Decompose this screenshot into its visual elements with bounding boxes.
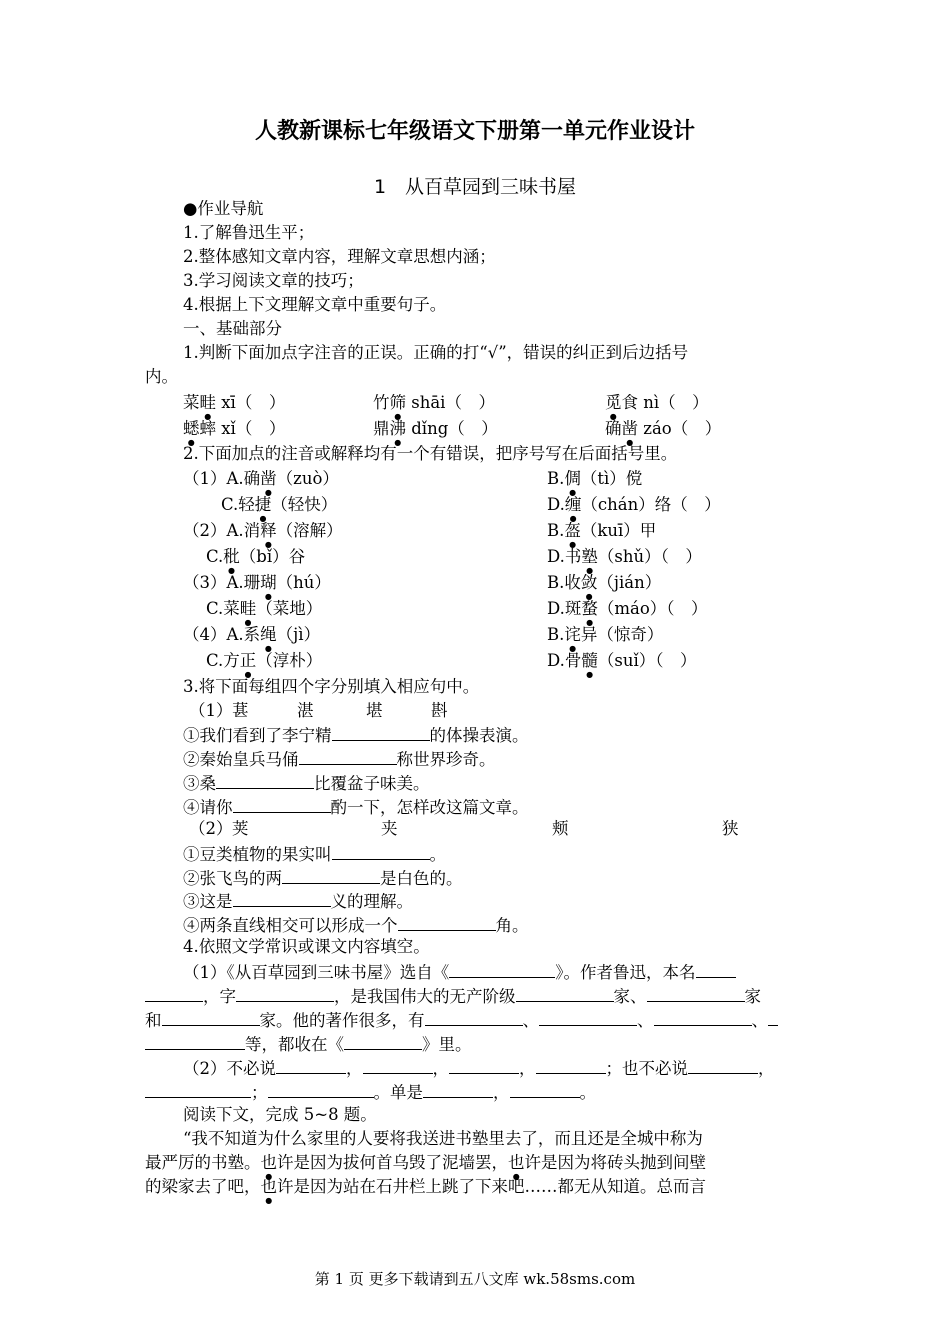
q2-2-option-b: B.盔（kuī）甲	[547, 521, 657, 540]
q2-2-option-c: C.秕（bǐ）谷	[206, 547, 306, 566]
q3-1-item-4: ④请你 酌一下，怎样改这篇文章。	[183, 795, 529, 819]
q2-4-option-b: B.诧异（惊奇）	[547, 625, 664, 644]
q1-row-1-item-1: 菜畦 xī（ ）	[183, 393, 286, 412]
q1-row-2-item-3: 确凿 záo（ ）	[605, 419, 722, 438]
q3-2-item-2: ②张飞鸟的两 是白色的。	[183, 866, 463, 890]
passage-line-1: “我不知道为什么家里的人要将我送进书塾里去了，而且还是全城中称为	[183, 1129, 703, 1148]
q3-2-item-4: ④两条直线相交可以形成一个 角。	[183, 913, 529, 937]
nav-item-1: 1.了解鲁迅生平；	[183, 223, 315, 242]
q3-group-2-word-3: 颊	[552, 819, 569, 838]
question-4-text: 4.依照文学常识或课文内容填空。	[183, 937, 430, 956]
answer-blank[interactable]	[423, 1080, 493, 1098]
q2-3-option-a: （3）A.珊瑚（hú）	[183, 573, 331, 592]
answer-blank[interactable]	[332, 723, 430, 741]
page-footer: 第 1 页 更多下载请到五八文库 wk.58sms.com	[314, 1270, 636, 1288]
nav-item-4: 4.根据上下文理解文章中重要句子。	[183, 295, 447, 314]
answer-blank[interactable]	[233, 889, 331, 907]
answer-blank[interactable]	[647, 984, 745, 1002]
q4-2-line-1: （2）不必说 ， ， ， ；也不必说 ，	[183, 1056, 775, 1080]
q3-group-2-word-1: 荚	[232, 819, 249, 838]
answer-blank[interactable]	[510, 1080, 580, 1098]
section-heading-basics: 一、基础部分	[183, 319, 282, 338]
q2-4-option-a: （4）A.系绳（jì）	[183, 625, 321, 644]
lesson-title: 1 从百草园到三味书屋	[373, 176, 577, 198]
question-1-text: 1.判断下面加点字注音的正误。正确的打“√”，错误的纠正到后边括号	[183, 343, 689, 362]
q1-row-2-item-1: 蟋蟀 xǐ（ ）	[183, 419, 286, 438]
q2-1-option-d: D.缠（chán）络（ ）	[547, 495, 721, 514]
answer-blank[interactable]	[768, 1008, 778, 1026]
q2-4-option-d: D.骨髓（suǐ）（ ）	[547, 651, 697, 670]
q3-1-item-1: ①我们看到了李宁精 的体操表演。	[183, 723, 529, 747]
q1-row-1-item-2: 竹筛 shāi（ ）	[373, 393, 495, 412]
q4-1-line-1: （1）《从百草园到三味书屋》选自《 》。作者鲁迅，本名	[183, 960, 736, 984]
answer-blank[interactable]	[236, 984, 334, 1002]
answer-blank[interactable]	[145, 1032, 245, 1050]
passage-line-3: 的梁家去了吧，也许是因为站在石井栏上跳了下来吧……都无从知道。总而言	[145, 1177, 706, 1196]
answer-blank[interactable]	[299, 747, 397, 765]
answer-blank[interactable]	[539, 1008, 637, 1026]
q2-1-option-c: C.轻捷（轻快）	[221, 495, 338, 514]
nav-heading: ●作业导航	[183, 199, 264, 218]
answer-blank[interactable]	[654, 1008, 752, 1026]
q2-3-option-b: B.收敛（jián）	[547, 573, 662, 592]
q3-group-2-word-2: 夹	[381, 819, 398, 838]
answer-blank[interactable]	[449, 960, 555, 978]
q3-1-item-2: ②秦始皇兵马俑 称世界珍奇。	[183, 747, 496, 771]
q4-1-line-3: 和 家。他的著作很多，有 、 、 、	[145, 1008, 778, 1032]
answer-blank[interactable]	[233, 795, 331, 813]
answer-blank[interactable]	[425, 1008, 523, 1026]
q4-2-line-2: ； 。单是 ， 。	[145, 1080, 596, 1104]
q2-3-option-c: C.菜畦（菜地）	[206, 599, 323, 618]
page-title: 人教新课标七年级语文下册第一单元作业设计	[254, 119, 695, 144]
answer-blank[interactable]	[332, 842, 430, 860]
question-2-text: 2.下面加点的注音或解释均有一个有错误，把序号写在后面括号里。	[183, 444, 678, 463]
q1-row-1-item-3: 觅食 nì（ ）	[605, 393, 709, 412]
answer-blank[interactable]	[516, 984, 614, 1002]
q2-2-option-d: D.书塾（shǔ）（ ）	[547, 547, 702, 566]
answer-blank[interactable]	[398, 913, 496, 931]
answer-blank[interactable]	[145, 984, 203, 1002]
question-1-text-cont: 内。	[145, 367, 178, 386]
answer-blank[interactable]	[282, 866, 380, 884]
passage-line-2: 最严厉的书塾。也许是因为拔何首乌毁了泥墙罢，也许是因为将砖头抛到间壁	[145, 1153, 706, 1172]
q2-3-option-d: D.斑蝥（máo）（ ）	[547, 599, 708, 618]
q3-group-1-word-1: 葚	[232, 701, 249, 720]
q3-group-2-label: （2）	[189, 819, 233, 838]
q1-row-2-item-2: 鼎沸 dǐng（ ）	[373, 419, 498, 438]
nav-item-3: 3.学习阅读文章的技巧；	[183, 271, 364, 290]
answer-blank[interactable]	[536, 1056, 606, 1074]
reading-intro: 阅读下文，完成 5~8 题。	[183, 1105, 377, 1124]
q4-1-line-2: ，字 ，是我国伟大的无产阶级 家、 家	[145, 984, 761, 1008]
nav-item-2: 2.整体感知文章内容，理解文章思想内涵；	[183, 247, 496, 266]
q3-2-item-3: ③这是 义的理解。	[183, 889, 413, 913]
q3-group-1-label: （1）	[189, 701, 233, 720]
answer-blank[interactable]	[268, 1080, 374, 1098]
q3-group-1-word-4: 斟	[431, 701, 448, 720]
answer-blank[interactable]	[344, 1032, 422, 1050]
q2-2-option-a: （2）A.消释（溶解）	[183, 521, 343, 540]
q3-group-1-word-3: 堪	[366, 701, 383, 720]
answer-blank[interactable]	[688, 1056, 758, 1074]
answer-blank[interactable]	[363, 1056, 433, 1074]
answer-blank[interactable]	[276, 1056, 346, 1074]
answer-blank[interactable]	[216, 771, 314, 789]
question-3-text: 3.将下面每组四个字分别填入相应句中。	[183, 677, 480, 696]
q2-4-option-c: C.方正（淳朴）	[206, 651, 323, 670]
answer-blank[interactable]	[162, 1008, 260, 1026]
q3-2-item-1: ①豆类植物的果实叫 。	[183, 842, 446, 866]
answer-blank[interactable]	[145, 1080, 251, 1098]
q2-1-option-a: （1）A.确凿（zuò）	[183, 469, 339, 488]
q2-1-option-b: B.倜（tì）傥	[547, 469, 643, 488]
answer-blank[interactable]	[449, 1056, 519, 1074]
q4-1-line-4: 等，都收在《 》里。	[145, 1032, 472, 1056]
q3-group-1-word-2: 湛	[297, 701, 314, 720]
q3-1-item-3: ③桑 比覆盆子味美。	[183, 771, 430, 795]
q3-group-2-word-4: 狭	[722, 819, 739, 838]
answer-blank[interactable]	[696, 960, 736, 978]
